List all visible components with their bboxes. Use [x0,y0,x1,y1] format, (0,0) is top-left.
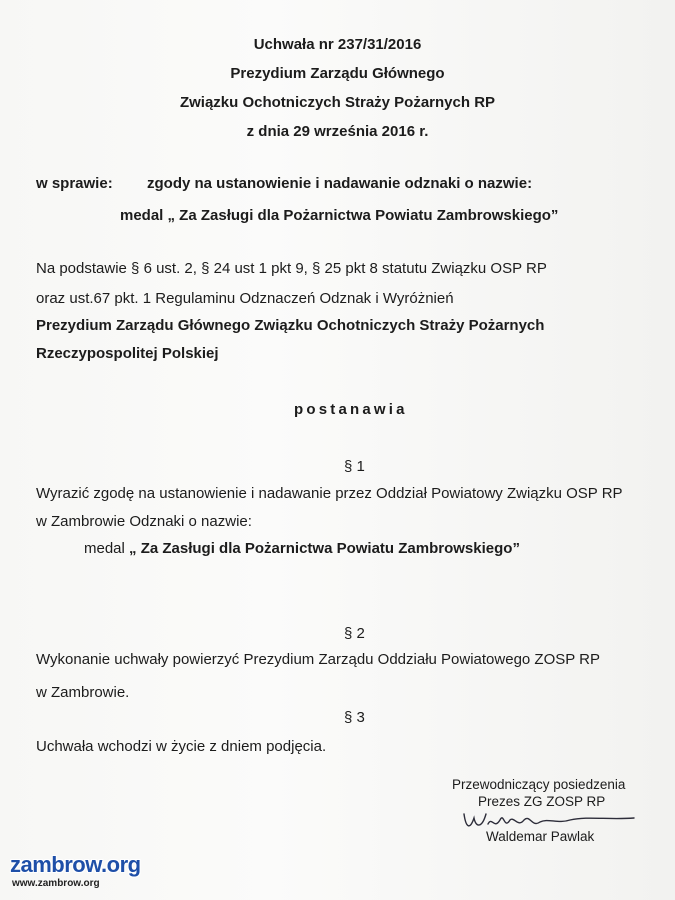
resolution-date: z dnia 29 września 2016 r. [246,123,429,140]
section-3-symbol: § 3 [344,709,365,726]
section-3-line1: Uchwała wchodzi w życie z dniem podjęcia. [36,738,327,755]
subject-medal: medal „ Za Zasługi dla Pożarnictwa Powiatu Zambrowskiego” [120,207,559,224]
organization-line: Związku Ochotniczych Straży Pożarnych RP [179,94,496,111]
section-1-medal-prefix: medal [84,540,130,557]
section-1-symbol: § 1 [344,458,365,475]
signature-role: Przewodniczący posiedzenia [452,777,626,792]
legal-basis-line2: oraz ust.67 pkt. 1 Regulaminu Odznaczeń Odznak i Wyróżnień [36,290,454,307]
issuer-line: Prezydium Zarządu Głównego [230,65,445,82]
decides-heading: postanawia [294,401,408,418]
signatory-name: Waldemar Pawlak [486,829,595,844]
deciding-body-line1: Prezydium Zarządu Głównego Związku Ochotniczych Straży Pożarnych [36,317,545,334]
section-1-medal [84,540,520,557]
section-1-medal-name: „ Za Zasługi dla Pożarnictwa Powiatu Zambrowskiego” [129,540,520,557]
section-2-line2: w Zambrowie. [36,684,130,701]
section-2-line1: Wykonanie uchwały powierzyć Prezydium Zarządu Oddziału Powiatowego ZOSP RP [36,651,601,668]
section-2-symbol: § 2 [344,625,365,642]
subject-label: w sprawie: [36,175,113,192]
section-1-line2: w Zambrowie Odznaki o nazwie: [36,513,252,530]
subject-text: zgody na ustanowienie i nadawanie odznaki o nazwie: [147,175,533,192]
watermark-logo: zambrow.org [10,852,141,877]
watermark-url: www.zambrow.org [12,878,100,889]
section-1-line1: Wyrazić zgodę na ustanowienie i nadawanie przez Oddział Powiatowy Związku OSP RP [36,485,623,502]
signature-title: Prezes ZG ZOSP RP [478,794,606,809]
deciding-body-line2: Rzeczypospolitej Polskiej [36,345,219,362]
legal-basis-line1: Na podstawie § 6 ust. 2, § 24 ust 1 pkt 9, § 25 pkt 8 statutu Związku OSP RP [36,260,547,277]
resolution-number: Uchwała nr 237/31/2016 [253,36,422,53]
